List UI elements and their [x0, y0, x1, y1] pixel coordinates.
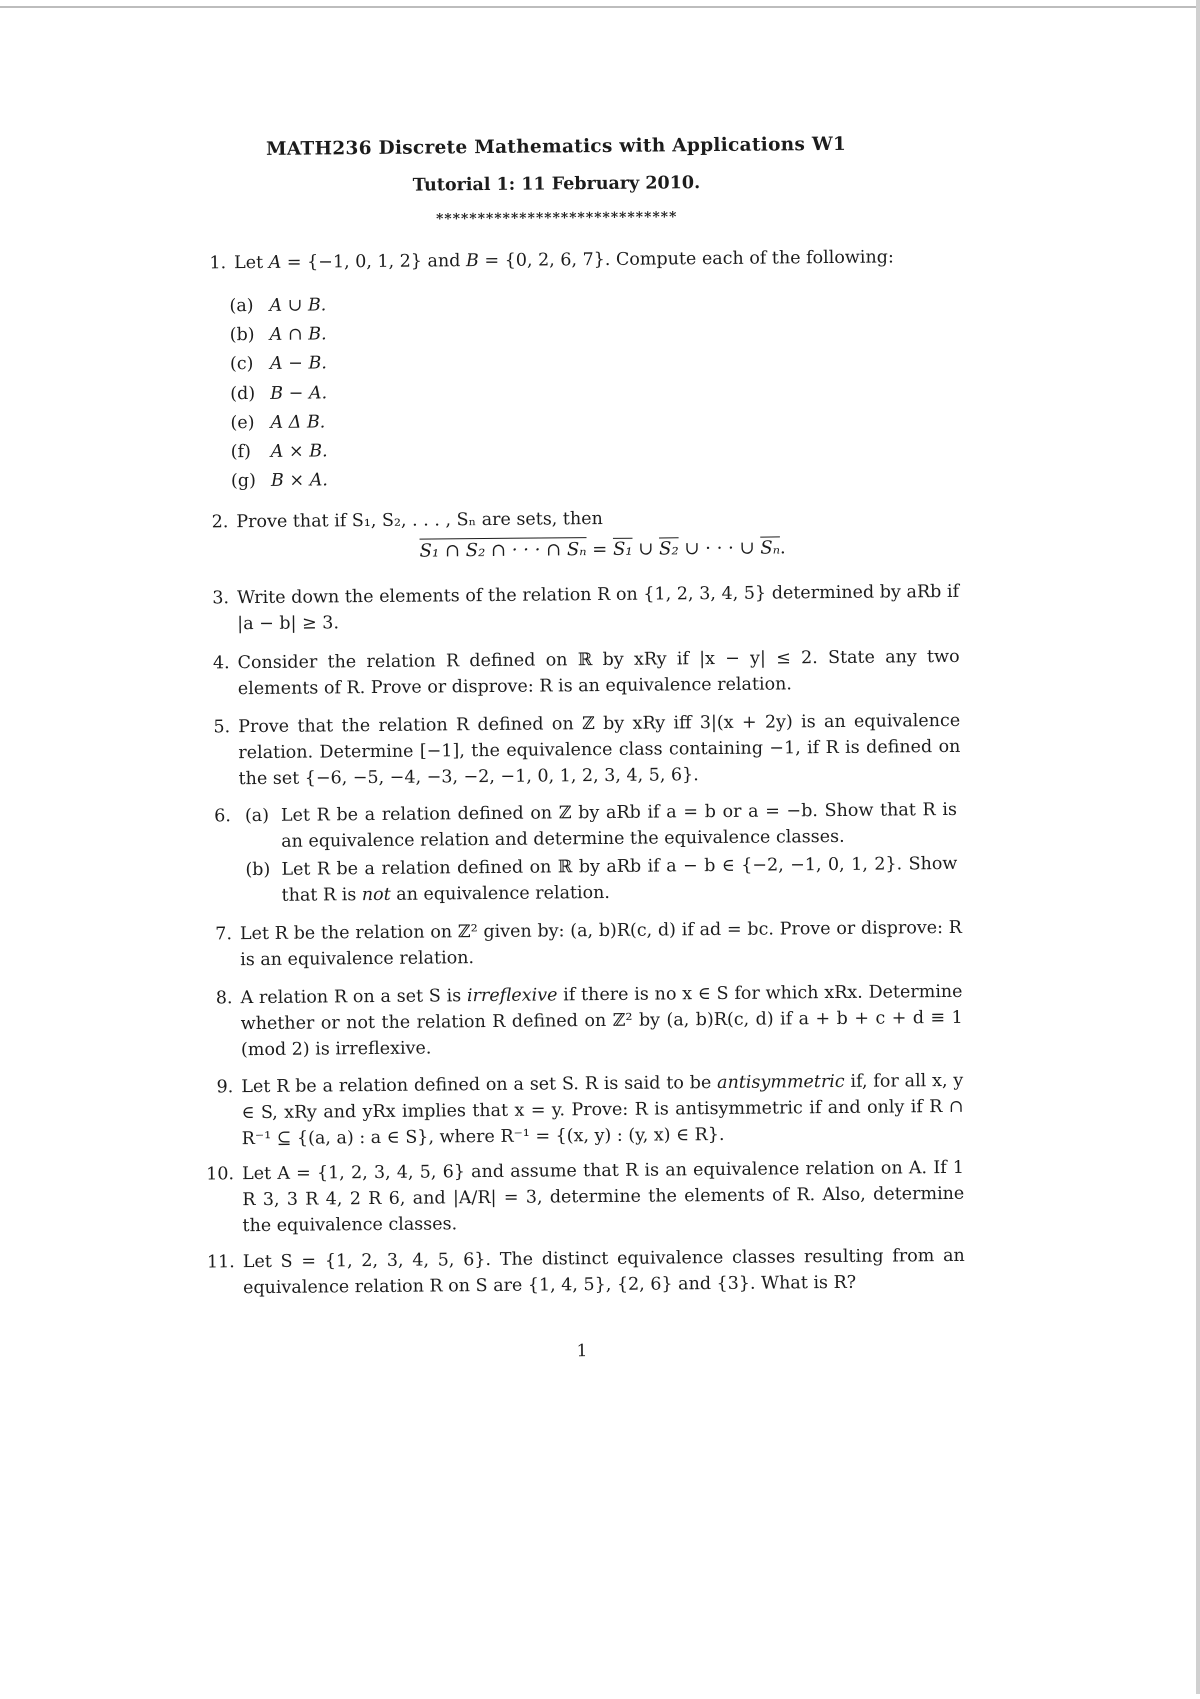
problem-text: Prove that the relation R defined on ℤ by xRy iff 3|(x + 2y) is an equivalence relation. Determine [−1], the equivalence class containing −1, if R is defined on the set {−6, −5, −4, −3, −2, −1, 0, 1, 2, 3, 4, 5, 6}.	[238, 710, 961, 790]
problem-10	[200, 1155, 965, 1240]
divider-stars: *****************************	[435, 209, 678, 228]
problem-1-part-a: (a) A ∪ B.	[229, 295, 327, 317]
problem-1-part-c: (c) A − B.	[229, 353, 327, 375]
problem-1-part-g: (g) B × A.	[230, 470, 328, 492]
problem-8	[198, 979, 963, 1064]
problem-text: Let S = {1, 2, 3, 4, 5, 6}. The distinct equivalence classes resulting from an equivalence relation R on S are {1, 4, 5}, {2, 6} and {3}. What is R?	[242, 1245, 965, 1299]
problem-1-part-e: (e) A Δ B.	[230, 412, 326, 434]
page-number: 1	[576, 1341, 588, 1362]
problem-text: Let A = {1, 2, 3, 4, 5, 6} and assume that R is an equivalence relation on A. If 1 R 3, 3 R 4, 2 R 6, and |A/R| = 3, determine the elements of R. Also, determine the equivalence classes.	[241, 1157, 965, 1237]
problem-number: 7.	[215, 924, 233, 945]
problem-text: Prove that if S₁, S₂, . . . , Sₙ are sets, then	[236, 508, 603, 533]
display-equation: S₁ ∩ S₂ ∩ · · · ∩ Sₙ = S₁ ∪ S₂ ∪ · · · ∪ $\overline{S_n}$.	[419, 537, 786, 562]
problem-1	[192, 244, 956, 277]
problem-4	[195, 644, 959, 703]
problem-7	[198, 915, 962, 974]
problem-text: Consider the relation R defined on ℝ by xRy if |x − y| ≤ 2. State any two elements of R. Prove or disprove: R is an equivalence relation.	[237, 646, 960, 700]
problem-2	[194, 503, 958, 536]
problem-text: Write down the elements of the relation R on {1, 2, 3, 4, 5} determined by aRb if |a − b| ≥ 3.	[236, 581, 960, 635]
document-subtitle: Tutorial 1: 11 February 2010.	[412, 173, 701, 196]
problem-text: Let A = {−1, 0, 1, 2} and B = {0, 2, 6, 7}. Compute each of the following:	[234, 247, 894, 274]
problem-number: 6.	[214, 806, 232, 827]
problem-1-part-f: (f) A × B.	[230, 441, 328, 463]
problem-3	[195, 579, 959, 638]
problem-6-part-a: (a) Let R be a relation defined on ℤ by aRb if a = b or a = −b. Show that R is an equivalence relation and determine the equivalence classes.	[244, 799, 957, 852]
problem-number: 10.	[206, 1164, 235, 1185]
problem-5	[196, 708, 961, 793]
problem-number: 4.	[212, 653, 230, 674]
problem-number: 11.	[206, 1252, 235, 1273]
problem-number: 2.	[211, 512, 229, 533]
problem-9	[199, 1068, 964, 1153]
problem-1-part-b: (b) A ∩ B.	[229, 324, 327, 346]
problem-1-part-d: (d) B − A.	[230, 383, 328, 405]
problem-text: A relation R on a set S is irreflexive if there is no x ∈ S for which xRx. Determine whether or not the relation R defined on ℤ² by (a, b)R(c, d) if a + b + c + d ≡ 1 (mod 2) is irreflexive.	[240, 981, 963, 1061]
problem-number: 3.	[212, 588, 230, 609]
problem-text: Let R be the relation on ℤ² given by: (a, b)R(c, d) if ad = bc. Prove or disprove: R is an equivalence relation.	[239, 917, 963, 971]
problem-number: 5.	[213, 717, 231, 738]
problem-number: 9.	[216, 1077, 234, 1098]
problem-11	[201, 1243, 965, 1302]
problem-text: Let R be a relation defined on a set S. R is said to be antisymmetric if, for all x, y ∈ S, xRy and yRx implies that x = y. Prove: R is antisymmetric if and only if R ∩ R⁻¹ ⊆ {(a, a) : a ∈ S}, where R⁻¹ = {(x, y) : (y, x) ∈ R}.	[241, 1070, 964, 1150]
document-title: MATH236 Discrete Mathematics with Applications W1	[265, 133, 847, 160]
problem-number: 8.	[215, 988, 233, 1009]
problem-number: 1.	[209, 253, 227, 274]
problem-6-part-b: (b) Let R be a relation defined on ℝ by aRb if a − b ∈ {−2, −1, 0, 1, 2}. Show that R is not an equivalence relation.	[245, 853, 958, 906]
